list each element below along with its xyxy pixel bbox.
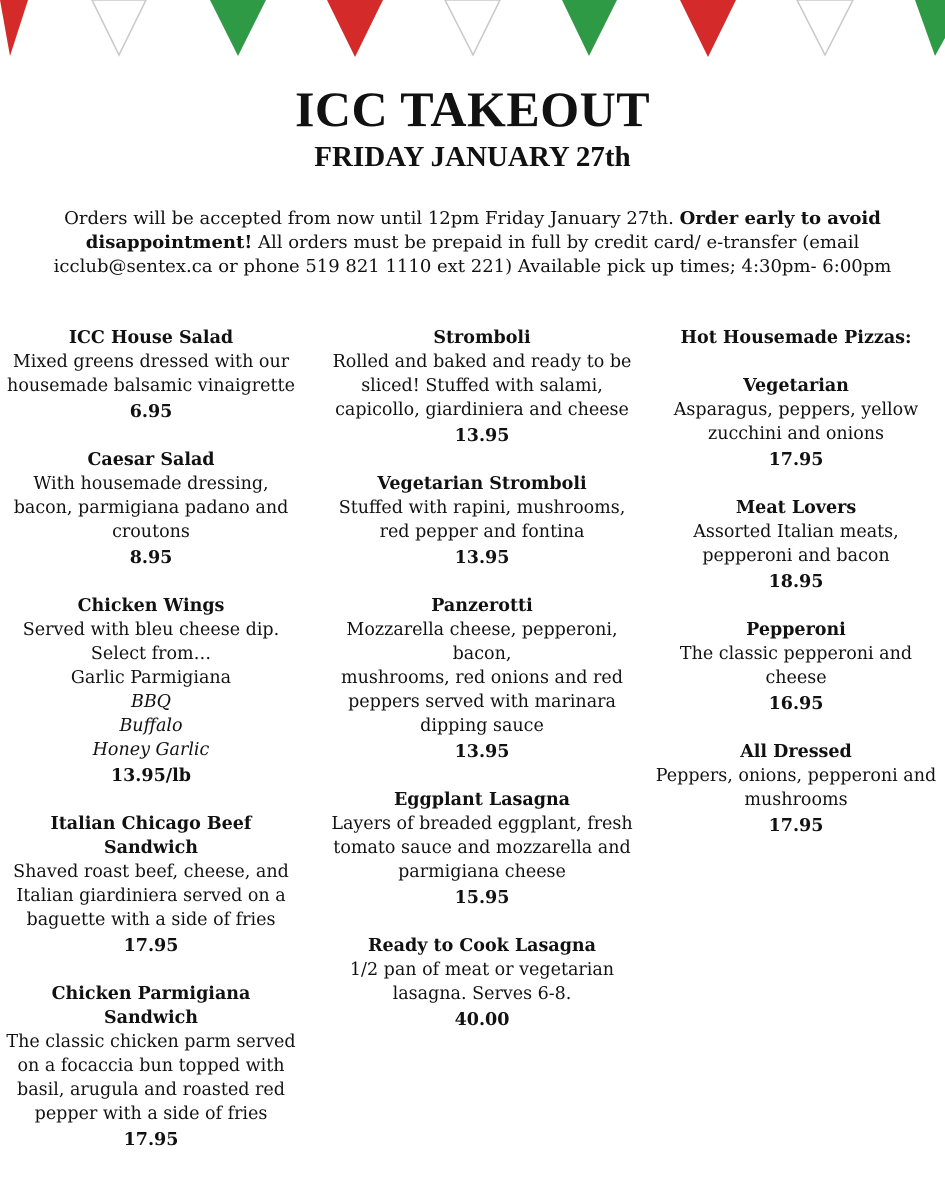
item-price: 17.95: [123, 936, 179, 956]
pennant-white: [445, 0, 500, 55]
item-description: mushrooms, red onions and red peppers served with marinara dipping sauce: [341, 668, 623, 736]
wing-flavour-option: Honey Garlic: [92, 740, 210, 760]
menu-item: [330, 472, 634, 570]
item-description: The classic pepperoni and cheese: [679, 644, 913, 688]
item-price: 8.95: [129, 548, 173, 568]
item-name: Meat Lovers: [735, 498, 857, 518]
menu-column-3: [650, 326, 942, 862]
item-name: ICC House Salad: [68, 328, 234, 348]
item-name: Panzerotti: [431, 596, 533, 616]
pennant-green: [915, 0, 945, 56]
item-name: Vegetarian: [743, 376, 849, 396]
menu-item: [330, 788, 634, 910]
item-description: Assorted Italian meats, pepperoni and bacon: [693, 522, 899, 566]
item-description: Layers of breaded eggplant, fresh tomato sauce and mozzarella and parmigiana cheese: [331, 814, 633, 882]
menu-item: [650, 618, 942, 716]
menu-item: [5, 594, 297, 788]
item-description: Served with bleu cheese dip.: [22, 620, 280, 640]
menu-item: [330, 326, 634, 448]
menu-item: [650, 374, 942, 472]
pennant-white: [797, 0, 853, 55]
item-description: Stuffed with rapini, mushrooms, red pepper and fontina: [338, 498, 626, 542]
item-description: Mixed greens dressed with our housemade balsamic vinaigrette: [7, 352, 295, 396]
item-name: Chicken Wings: [77, 596, 225, 616]
item-name: Stromboli: [433, 328, 531, 348]
menu-item: [5, 982, 297, 1152]
item-description: With housemade dressing, bacon, parmigiana padano and croutons: [13, 474, 289, 542]
intro-text: Orders will be accepted from now until 12pm Friday January 27th.: [64, 208, 674, 229]
intro-emphasis: Order early to avoid disappointment!: [85, 208, 881, 253]
menu-item: [330, 934, 634, 1032]
wing-flavour-option: BBQ: [130, 692, 172, 712]
item-name: Italian Chicago Beef Sandwich: [50, 814, 252, 858]
menu-item: [650, 496, 942, 594]
page-header: [0, 82, 945, 174]
item-name: Chicken Parmigiana Sandwich: [51, 984, 251, 1028]
item-price: 6.95: [129, 402, 173, 422]
flag-bunting-banner: [0, 0, 945, 62]
pennant-green: [562, 0, 617, 56]
item-description: Peppers, onions, pepperoni and mushrooms: [655, 766, 937, 810]
pennant-flags: [0, 0, 945, 57]
page-title: ICC TAKEOUT: [294, 81, 651, 137]
item-description: Mozzarella cheese, pepperoni, bacon,: [346, 620, 618, 664]
item-name: Caesar Salad: [87, 450, 215, 470]
item-name: Vegetarian Stromboli: [377, 474, 587, 494]
menu-item: [5, 326, 297, 424]
item-name: All Dressed: [740, 742, 852, 762]
item-name: Ready to Cook Lasagna: [368, 936, 596, 956]
pennant-green: [210, 0, 266, 56]
item-description: Asparagus, peppers, yellow zucchini and onions: [673, 400, 919, 444]
pennant-red: [327, 0, 383, 57]
menu-item: [330, 594, 634, 764]
pennant-red: [0, 0, 28, 56]
item-price: 40.00: [454, 1010, 510, 1030]
pennant-red: [680, 0, 736, 57]
item-description: 1/2 pan of meat or vegetarian lasagna. Serves 6-8.: [349, 960, 615, 1004]
item-price: 15.95: [454, 888, 510, 908]
item-price: 16.95: [768, 694, 824, 714]
menu-column-2: [330, 326, 634, 1056]
item-name: Eggplant Lasagna: [393, 790, 571, 810]
pennant-white: [92, 0, 146, 55]
menu-item: [5, 448, 297, 570]
intro-details: All orders must be prepaid in full by credit card/ e-transfer (email icclub@sentex.ca or phone 519 821 1110 ext 221) Available pick up times; 4:30pm- 6:00pm: [53, 232, 892, 277]
item-price: 13.95: [454, 742, 510, 762]
item-price: 17.95: [768, 450, 824, 470]
item-price: 18.95: [768, 572, 824, 592]
item-description: Select from…: [90, 644, 212, 664]
event-date: FRIDAY JANUARY 27th: [314, 141, 631, 173]
item-description: Rolled and baked and ready to be sliced! Stuffed with salami, capicollo, giardiniera and cheese: [332, 352, 632, 420]
menu-column-1: [5, 326, 297, 1176]
item-price: 13.95: [454, 548, 510, 568]
item-description: Shaved roast beef, cheese, and Italian giardiniera served on a baguette with a side of fries: [13, 862, 289, 930]
item-description: The classic chicken parm served on a focaccia bun topped with basil, arugula and roasted red pepper with a side of fries: [6, 1032, 296, 1124]
item-price: 13.95: [454, 426, 510, 446]
menu-item: [650, 740, 942, 838]
wing-flavour-option: Buffalo: [119, 716, 183, 736]
menu-item: [5, 812, 297, 958]
item-price: 17.95: [123, 1130, 179, 1150]
item-price: 13.95/lb: [110, 766, 192, 786]
order-instructions: [40, 207, 905, 279]
pizza-section-heading: Hot Housemade Pizzas:: [680, 328, 912, 348]
wing-flavour-option: Garlic Parmigiana: [70, 668, 232, 688]
item-price: 17.95: [768, 816, 824, 836]
item-name: Pepperoni: [746, 620, 846, 640]
